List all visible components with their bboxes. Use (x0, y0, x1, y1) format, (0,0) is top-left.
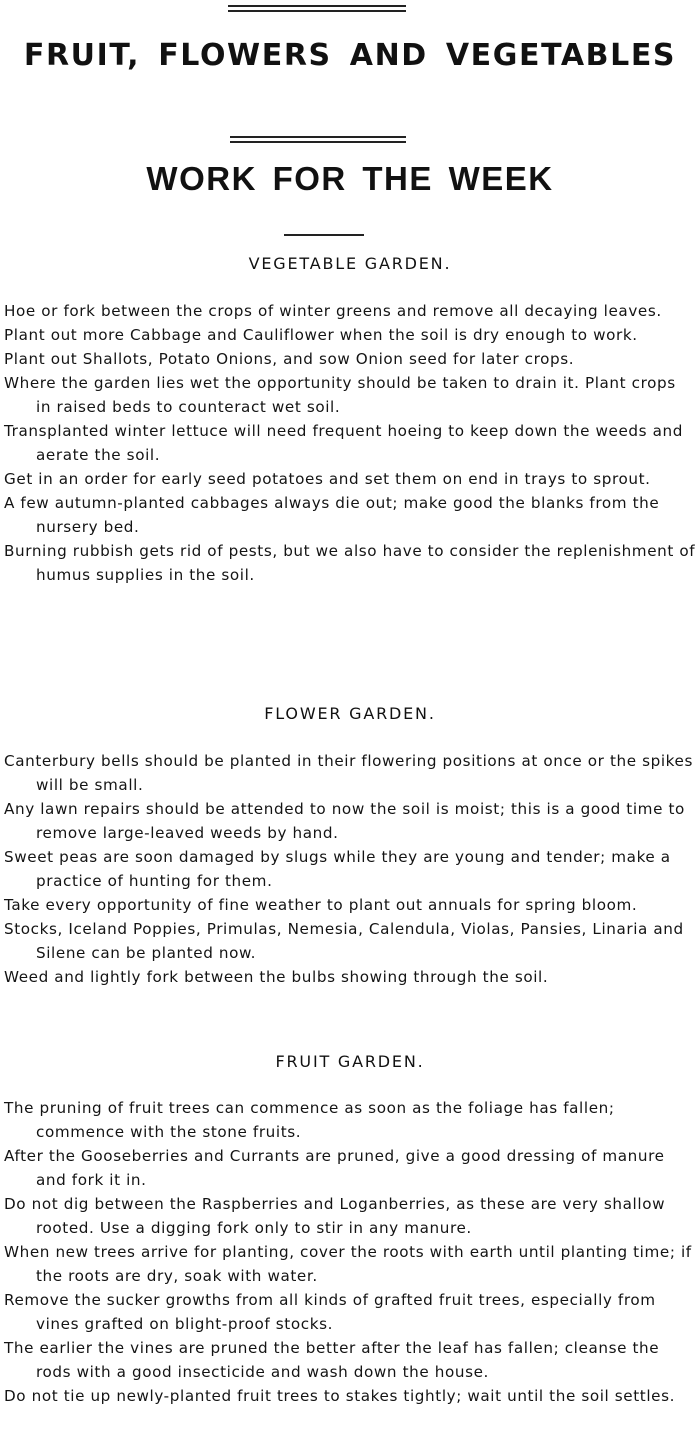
list-item: Weed and lightly fork between the bulbs showing through the soil. (4, 968, 549, 986)
list-item: Stocks, Iceland Poppies, Primulas, Nemesia, Calendula, Violas, Pansies, Linaria and Silene can be planted now. (4, 920, 684, 962)
list-item: Any lawn repairs should be attended to now the soil is moist; this is a good time to remove large-leaved weeds by hand. (4, 800, 685, 842)
list-item: After the Gooseberries and Currants are pruned, give a good dressing of manure and fork it in. (4, 1147, 665, 1189)
middle-double-rule (230, 136, 406, 143)
masthead-title: FRUIT, FLOWERS AND VEGETABLES (23, 38, 677, 73)
section-title-vegetable: VEGETABLE GARDEN. (248, 254, 452, 273)
list-item: A few autumn-planted cabbages always die out; make good the blanks from the nursery bed. (4, 494, 660, 536)
section-title-flower: FLOWER GARDEN. (264, 704, 436, 723)
list-item: The earlier the vines are pruned the better after the leaf has fallen; cleanse the rods with a good insecticide and wash down the house. (4, 1339, 660, 1381)
flower-list (0, 749, 696, 989)
fruit-list (0, 1096, 696, 1408)
list-item: The pruning of fruit trees can commence as soon as the foliage has fallen; commence with the stone fruits. (4, 1099, 615, 1141)
list-item: Take every opportunity of fine weather to plant out annuals for spring bloom. (4, 896, 638, 914)
list-item: Remove the sucker growths from all kinds of grafted fruit trees, especially from vines grafted on blight-proof stocks. (4, 1291, 656, 1333)
list-item: Transplanted winter lettuce will need frequent hoeing to keep down the weeds and aerate the soil. (4, 422, 683, 464)
list-item: Do not tie up newly-planted fruit trees to stakes tightly; wait until the soil settles. (4, 1387, 676, 1405)
list-item: Plant out more Cabbage and Cauliflower when the soil is dry enough to work. (4, 326, 638, 344)
subtitle-rule (284, 234, 364, 236)
list-item: Canterbury bells should be planted in their flowering positions at once or the spikes will be small. (4, 752, 693, 794)
vegetable-list (0, 299, 696, 587)
list-item: When new trees arrive for planting, cover the roots with earth until planting time; if the roots are dry, soak with water. (4, 1243, 692, 1285)
list-item: Get in an order for early seed potatoes and set them on end in trays to sprout. (4, 470, 651, 488)
section-title-fruit: FRUIT GARDEN. (275, 1052, 425, 1071)
list-item: Sweet peas are soon damaged by slugs while they are young and tender; make a practice of hunting for them. (4, 848, 671, 890)
list-item: Plant out Shallots, Potato Onions, and sow Onion seed for later crops. (4, 350, 575, 368)
list-item: Burning rubbish gets rid of pests, but we also have to consider the replenishment of humus supplies in the soil. (4, 542, 696, 584)
list-item: Do not dig between the Raspberries and Loganberries, as these are very shallow rooted. Use a digging fork only to stir in any manure. (4, 1195, 666, 1237)
list-item: Hoe or fork between the crops of winter greens and remove all decaying leaves. (4, 302, 662, 320)
page-subtitle: WORK FOR THE WEEK (146, 160, 554, 197)
list-item: Where the garden lies wet the opportunity should be taken to drain it. Plant crops in raised beds to counteract wet soil. (4, 374, 676, 416)
top-double-rule (228, 5, 406, 12)
